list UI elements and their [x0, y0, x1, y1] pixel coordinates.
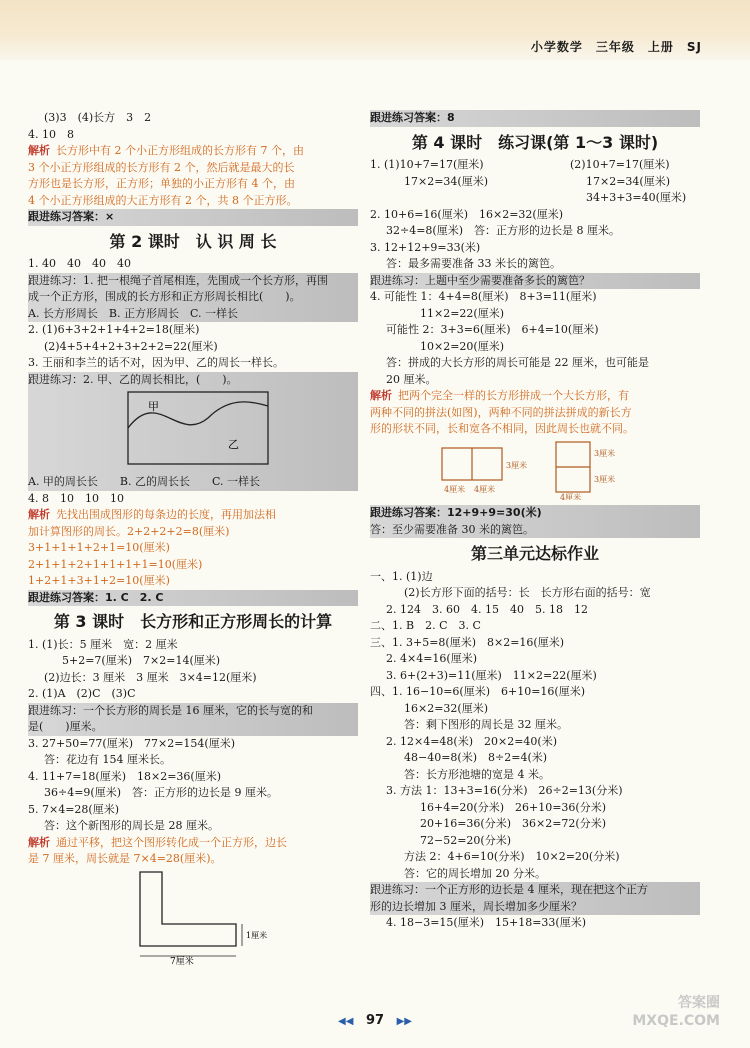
analysis-line [28, 143, 358, 160]
followup-question: 跟进练习：2. 甲、乙的周长相比，( )。 [28, 372, 358, 389]
prev-arrows-icon: ◀◀ [338, 1016, 354, 1027]
answer-line: 3. 12+12+9=33(米) [370, 240, 481, 254]
analysis-line: 形的形状不同，长和宽各不相同，因此周长也就不同。 [370, 422, 634, 435]
watermark-line: 答案圈 [678, 995, 720, 1011]
lesson-title: 第 3 课时 长方形和正方形周长的计算 [53, 612, 333, 631]
answer-line: 2. (1)6+3+2+1+4+2=18(厘米) [28, 323, 200, 336]
answer-line: 11×2=22(厘米) [420, 306, 505, 320]
analysis-line [370, 388, 700, 405]
analysis-text: 先找出围成图形的每条边的长度，再用加法相 [56, 508, 276, 521]
answer-line: 2. 4×4=16(厘米) [386, 652, 478, 665]
answer-line: (2)长方形下面的括号：长 长方形右面的括号：宽 [404, 586, 651, 599]
l-shape-diagram [28, 868, 358, 966]
answer-line: 三、1. 3+5=8(厘米) 8×2=16(厘米) [370, 635, 565, 649]
answer-line: 4. 11+7=18(厘米) 18×2=36(厘米) [28, 769, 222, 783]
next-arrows-icon: ▶▶ [396, 1016, 412, 1027]
dim-b3: 3厘米 [594, 474, 616, 484]
answer-line: 16×2=32(厘米) [404, 701, 489, 715]
answer-line: 答：拼成的大长方形的周长可能是 22 厘米，也可能是 [386, 356, 649, 369]
followup-question: 跟进练习：一个正方形的边长是 4 厘米，现在把这个正方 [370, 882, 700, 899]
followup-options: A. 甲的周长长 B. 乙的周长长 C. 一样长 [28, 474, 358, 491]
analysis-line: 3+1+1+1+2+1=10(厘米) [28, 541, 170, 554]
followup-question: 跟进练习：一个长方形的周长是 16 厘米，它的长与宽的和 [28, 703, 358, 720]
answer-part: 1. (1)10+7=17(厘米) [370, 158, 484, 171]
analysis-line: 两种不同的拼法(如图)，两种不同的拼法拼成的新长方 [370, 405, 632, 419]
answer-line [370, 190, 700, 207]
answer-line: 四、1. 16−10=6(厘米) 6+10=16(厘米) [370, 685, 586, 698]
watermark [632, 994, 720, 1030]
answer-line: 1. (1)长：5 厘米 宽：2 厘米 [28, 637, 178, 651]
analysis-label: 解析 [370, 389, 392, 402]
followup-answer: 跟进练习答案：× [28, 209, 358, 226]
analysis-text: 通过平移，把这个图形转化成一个正方形，边长 [56, 835, 287, 849]
analysis-line: 方形也是长方形，正方形；单独的小正方形有 4 个，由 [28, 177, 295, 190]
analysis-line [28, 835, 358, 852]
answer-line: 3. 27+50=77(厘米) 77×2=154(厘米) [28, 736, 236, 750]
label-jia: 甲 [148, 400, 159, 413]
followup-question: 形的边长增加 3 厘米，周长增加多少厘米？ [370, 899, 700, 916]
analysis-line: 3 个小正方形组成的长方形有 2 个，然后就是最大的长 [28, 160, 295, 174]
analysis-line: 加计算图形的周长。2+2+2+2=8(厘米) [28, 524, 230, 538]
right-column [370, 110, 700, 932]
watermark-line: MXQE.COM [632, 1013, 720, 1029]
answer-line: 16+4=20(分米) 26+10=36(分米) [420, 800, 607, 814]
dim-a2: 4厘米 [474, 484, 496, 494]
answer-line: 一、1. (1)边 [370, 569, 433, 583]
answer-line: 3. 6+(2+3)=11(厘米) 11×2=22(厘米) [386, 668, 597, 682]
answer-line: 3. 方法 1：13+3=16(分米) 26÷2=13(分米) [386, 784, 623, 797]
followup-question: 是( )厘米。 [28, 719, 358, 736]
answer-line: (3)3 (4)长方 3 2 [44, 111, 152, 124]
analysis-line: 2+1+1+2+1+1+1+1=10(厘米) [28, 557, 203, 571]
followup-answer: 跟进练习答案：1. C 2. C [28, 590, 358, 607]
answer-line: 48−40=8(米) 8÷2=4(米) [404, 751, 548, 764]
answer-line: 4. 10 8 [28, 127, 74, 141]
answer-line: 2. 12×4=48(米) 20×2=40(米) [386, 734, 558, 748]
book-header: 小学数学 三年级 上册 SJ [530, 40, 702, 54]
label-yi: 乙 [228, 438, 239, 451]
answer-line: 方法 2：4+6=10(分米) 10×2=20(分米) [404, 850, 620, 863]
left-column [28, 110, 358, 971]
analysis-label: 解析 [28, 144, 50, 157]
answer-line: 72−52=20(分米) [420, 833, 512, 847]
answer-part: (2)10+7=17(厘米) [570, 158, 670, 171]
answer-line [370, 157, 700, 174]
followup-answer: 跟进练习答案：8 [370, 110, 700, 127]
answer-line: 答：它的周长增加 20 分米。 [404, 866, 546, 880]
answer-line: (2)边长：3 厘米 3 厘米 3×4=12(厘米) [44, 670, 257, 684]
answer-line: 5. 7×4=28(厘米) [28, 802, 120, 816]
bottom-length: 7厘米 [170, 956, 194, 966]
answer-line: 32÷4=8(厘米) 答：正方形的边长是 8 厘米。 [386, 224, 621, 237]
dim-b1: 4厘米 [560, 492, 582, 500]
answer-line: 1. 40 40 40 40 [28, 257, 131, 270]
analysis-text: 长方形中有 2 个小正方形组成的长方形有 7 个，由 [56, 144, 304, 157]
answer-part: 34+3+3=40(厘米) [586, 191, 687, 204]
page-number: 97 [365, 1013, 385, 1028]
followup-question: 跟进练习：上题中至少需要准备多长的篱笆？ [370, 273, 700, 290]
analysis-label: 解析 [28, 835, 50, 849]
answer-line: 答：剩下图形的周长是 32 厘米。 [404, 718, 568, 731]
followup-options: A. 长方形周长 B. 正方形周长 C. 一样长 [28, 306, 358, 323]
lesson-title: 第 4 课时 练习课(第 1～3 课时) [411, 132, 659, 152]
shape-figure [28, 388, 358, 474]
answer-line: 2. (1)A (2)C (3)C [28, 687, 136, 700]
answer-line [370, 174, 700, 191]
answer-line: 答：这个新图形的周长是 28 厘米。 [44, 819, 219, 832]
answer-part: 17×2=34(厘米) [586, 174, 671, 188]
analysis-line: 是 7 厘米，周长就是 7×4=28(厘米)。 [28, 852, 222, 865]
answer-line: (2)4+5+4+2+3+2+2=22(厘米) [44, 339, 218, 353]
answer-line: 4. 18−3=15(厘米) 15+18=33(厘米) [386, 916, 587, 929]
followup-question: 成一个正方形，围成的长方形和正方形周长相比( )。 [28, 289, 358, 306]
answer-line: 4. 可能性 1：4+4=8(厘米) 8+3=11(厘米) [370, 290, 597, 303]
right-length: 1厘米 [246, 930, 268, 940]
answer-line: 4. 8 10 10 10 [28, 491, 124, 505]
analysis-label: 解析 [28, 508, 50, 521]
analysis-line: 4 个小正方形组成的大正方形有 2 个，共 8 个正方形。 [28, 193, 298, 207]
answer-line: 20 厘米。 [386, 372, 437, 386]
rectangle-arrangements [370, 438, 700, 500]
unit-title: 第三单元达标作业 [470, 544, 599, 563]
followup-answer: 答：至少需要准备 30 米的篱笆。 [370, 522, 700, 539]
followup-question: 跟进练习：1. 把一根绳子首尾相连，先围成一个长方形，再围 [28, 273, 358, 290]
dim-b2: 3厘米 [594, 448, 616, 458]
answer-line: 3. 王丽和李兰的话不对，因为甲、乙的周长一样长。 [28, 356, 284, 369]
answer-line: 答：长方形池塘的宽是 4 米。 [404, 767, 550, 781]
answer-line: 2. 124 3. 60 4. 15 40 5. 18 12 [386, 602, 588, 616]
lesson-title: 第 2 课时 认 识 周 长 [109, 231, 277, 251]
answer-line: 2. 10+6=16(厘米) 16×2=32(厘米) [370, 207, 564, 221]
analysis-text: 把两个完全一样的长方形拼成一个大长方形，有 [398, 389, 629, 402]
answer-line: 答：花边有 154 厘米长。 [44, 753, 171, 766]
dim-a3: 3厘米 [506, 460, 528, 470]
answer-line: 二、1. B 2. C 3. C [370, 619, 481, 632]
answer-line: 答：最多需要准备 33 米长的篱笆。 [386, 257, 561, 270]
analysis-line: 1+2+1+3+1+2=10(厘米) [28, 574, 170, 587]
answer-part: 17×2=34(厘米) [404, 174, 489, 188]
followup-answer: 跟进练习答案：12+9+9=30(米) [370, 505, 700, 522]
answer-line: 10×2=20(厘米) [420, 339, 505, 353]
answer-line: 可能性 2：3+3=6(厘米) 6+4=10(厘米) [386, 323, 599, 336]
answer-line: 20+16=36(分米) 36×2=72(分米) [420, 817, 607, 830]
analysis-line [28, 507, 358, 524]
answer-line: 36÷4=9(厘米) 答：正方形的边长是 9 厘米。 [44, 786, 279, 799]
jia-yi-diagram [28, 388, 358, 474]
dim-a1: 4厘米 [444, 484, 466, 494]
answer-line: 5+2=7(厘米) 7×2=14(厘米) [62, 654, 221, 667]
